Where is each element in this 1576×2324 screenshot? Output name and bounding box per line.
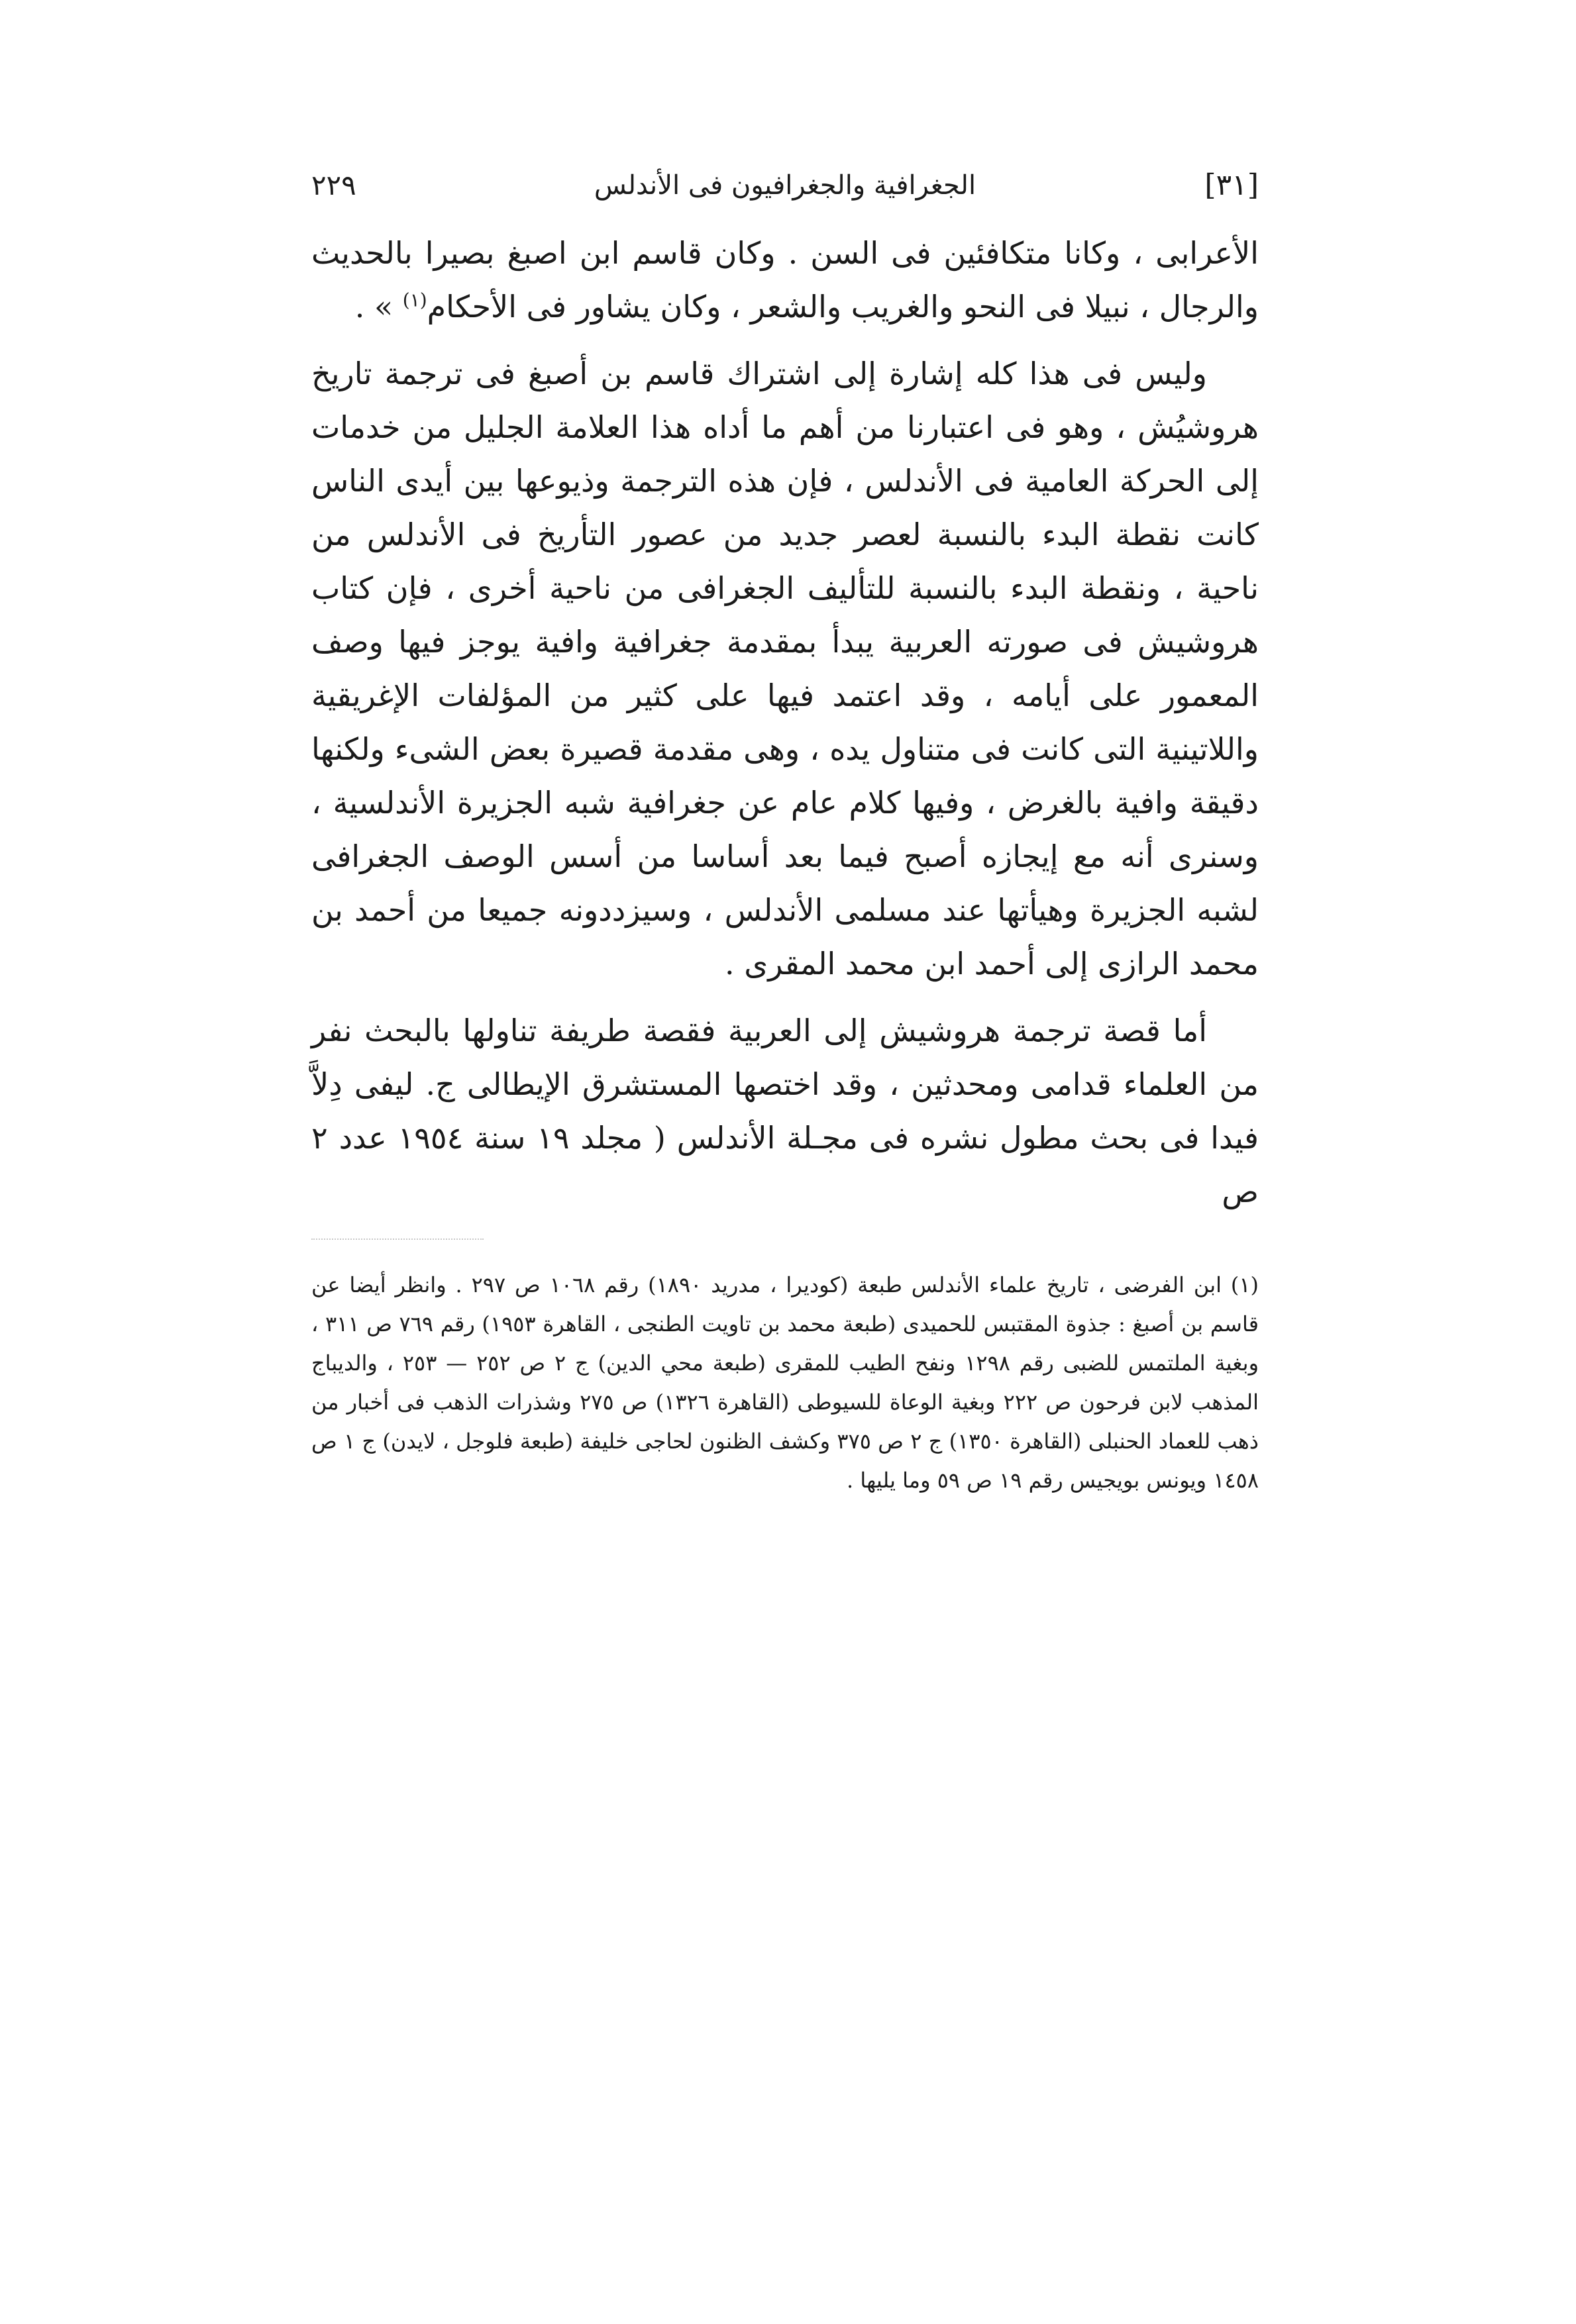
- section-number: [٣١]: [1204, 168, 1259, 202]
- running-header: [311, 159, 1259, 212]
- paragraph-1-closing: » .: [354, 289, 403, 325]
- paragraph-3: أما قصة ترجمة هروشيش إلى العربية فقصة طريفة تناولها بالبحث نفر من العلماء قدامى ومحدثين ، وقد اختصها المستشرق الإيطالى ج. ليفى دِلاَّ فيدا فى بحث مطول نشره فى مجـلة الأندلس ( مجلد ١٩ سنة ١٩٥٤ عدد ٢ ص: [311, 1013, 1259, 1209]
- book-page: [311, 159, 1259, 1748]
- main-text: [311, 227, 1259, 1219]
- footnotes: [311, 1266, 1259, 1500]
- page-number: ٢٢٩: [311, 169, 356, 201]
- paragraph-2: وليس فى هذا كله إشارة إلى اشتراك قاسم بن أصبغ فى ترجمة تاريخ هروشيُش ، وهو فى اعتبارنا من أهم ما أداه هذا العلامة الجليل من خدمات إلى الحركة العامية فى الأندلس ، فإن هذه الترجمة وذيوعها بين أيدى الناس كانت نقطة البدء بالنسبة لعصر جديد من عصور التأريخ فى الأندلس من ناحية ، ونقطة البدء بالنسبة للتأليف الجغرافى من ناحية أخرى ، فإن كتاب هروشيش فى صورته العربية يبدأ بمقدمة جغرافية وافية يوجز فيها وصف المعمور على أيامه ، وقد اعتمد فيها على كثير من المؤلفات الإغريقية واللاتينية التى كانت فى متناول يده ، وهى مقدمة قصيرة بعض الشىء ولكنها دقيقة وافية بالغرض ، وفيها كلام عام عن جغرافية شبه الجزيرة الأندلسية ، وسنرى أنه مع إيجازه أصبح فيما بعد أساسا من أسس الوصف الجغرافى لشبه الجزيرة وهيأتها عند مسلمى الأندلس ، وسيزددونه جميعا من أحمد بن محمد الرازى إلى أحمد ابن محمد المقرى .: [311, 356, 1259, 982]
- running-title: الجغرافية والجغرافيون فى الأندلس: [594, 170, 976, 201]
- footnote-separator: [311, 1238, 1259, 1239]
- footnote-reference-1[interactable]: (١): [402, 289, 427, 311]
- footnote-1: (١) ابن الفرضى ، تاريخ علماء الأندلس طبعة (كوديرا ، مدريد ١٨٩٠) رقم ١٠٦٨ ص ٢٩٧ . وانظر أيضا عن قاسم بن أصبغ : جذوة المقتبس للحميدى (طبعة محمد بن تاويت الطنجى ، القاهرة ١٩٥٣) رقم ٧٦٩ ص ٣١١ ، وبغية الملتمس للضبى رقم ١٢٩٨ ونفح الطيب للمقرى (طبعة محي الدين) ج ٢ ص ٢٥٢ — ٢٥٣ ، والديباج المذهب لابن فرحون ص ٢٢٢ وبغية الوعاة للسيوطى (القاهرة ١٣٢٦) ص ٢٧٥ وشذرات الذهب فى أخبار من ذهب للعماد الحنبلى (القاهرة ١٣٥٠) ج ٢ ص ٣٧٥ وكشف الظنون لحاجى خليفة (طبعة فلوجل ، لايدن) ج ١ ص ١٤٥٨ ويونس بويجيس رقم ١٩ ص ٥٩ وما يليها .: [311, 1272, 1259, 1493]
- paragraph-1-text: الأعرابى ، وكانا متكافئين فى السن . وكان قاسم ابن اصبغ بصيرا بالحديث والرجال ، نبيلا فى النحو والغريب والشعر ، وكان يشاور فى الأحكام: [311, 235, 1259, 325]
- paragraph-1: [311, 227, 1259, 334]
